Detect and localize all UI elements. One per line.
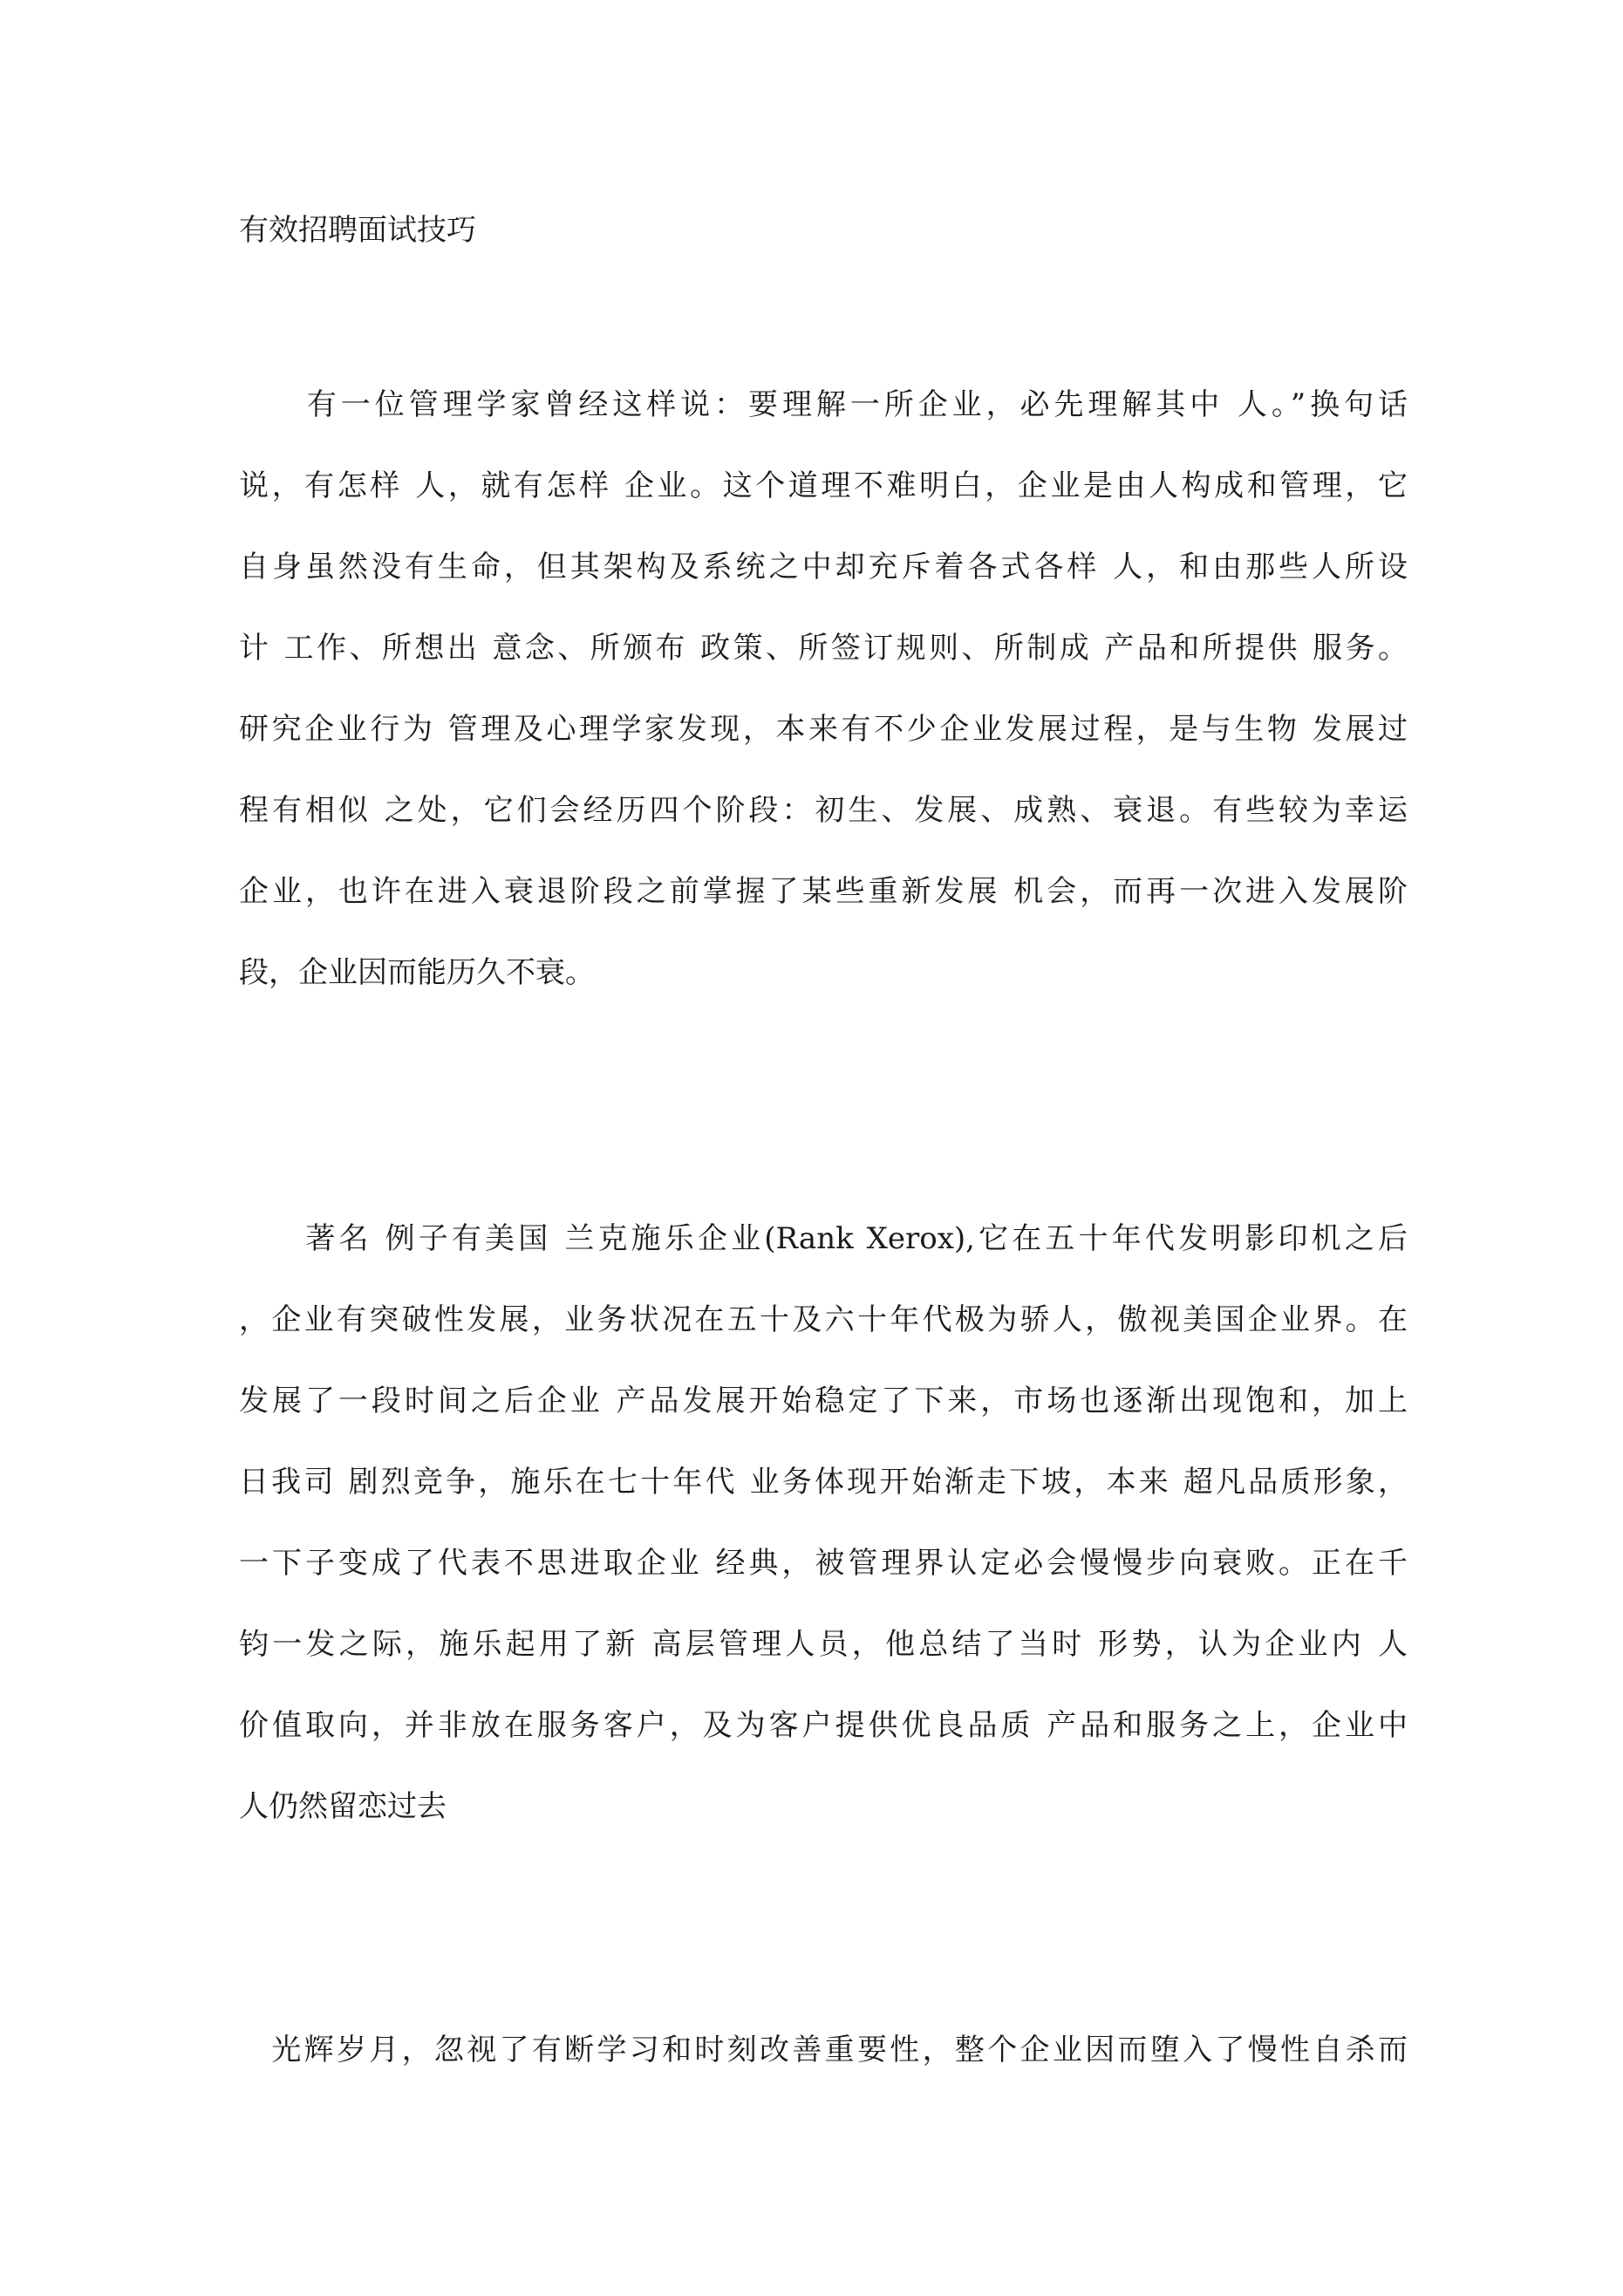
paragraph-line: 一下子变成了代表不思进取企业 经典，被管理界认定必会慢慢步向衰败。正在千 <box>239 1546 1408 1581</box>
paragraph-line: 企业，也许在进入衰退阶段之前掌握了某些重新发展 机会，而再一次进入发展阶 <box>239 874 1408 909</box>
paragraph-line: 段，企业因而能历久不衰。 <box>239 955 595 990</box>
paragraph-line: 人仍然留恋过去 <box>239 1789 447 1824</box>
paragraph-line: 光辉岁月，忽视了有断学习和时刻改善重要性，整个企业因而堕入了慢性自杀而 <box>239 2033 1408 2067</box>
document-title: 有效招聘面试技巧 <box>239 213 476 248</box>
paragraph-1 <box>239 365 1408 1014</box>
paragraph-3 <box>239 2010 1408 2091</box>
paragraph-line: 计 工作、所想出 意念、所颁布 政策、所签订规则、所制成 产品和所提供 服务。 <box>239 631 1408 666</box>
paragraph-line: 价值取向，并非放在服务客户，及为客户提供优良品质 产品和服务之上，企业中 <box>239 1708 1408 1743</box>
paragraph-line: 著名 例子有美国 兰克施乐企业(Rank Xerox),它在五十年代发明影印机之后 <box>239 1221 1408 1256</box>
paragraph-line: 自身虽然没有生命，但其架构及系统之中却充斥着各式各样 人，和由那些人所设 <box>239 550 1408 584</box>
paragraph-line: 说，有怎样 人，就有怎样 企业。这个道理不难明白，企业是由人构成和管理，它 <box>239 468 1408 503</box>
paragraph-line: 日我司 剧烈竞争，施乐在七十年代 业务体现开始渐走下坡，本来 超凡品质形象， <box>239 1465 1408 1500</box>
paragraph-line: 有一位管理学家曾经这样说：要理解一所企业，必先理解其中 人。”换句话 <box>239 387 1408 422</box>
paragraph-line: ，企业有突破性发展，业务状况在五十及六十年代极为骄人，傲视美国企业界。在 <box>239 1302 1408 1337</box>
paragraph-line: 研究企业行为 管理及心理学家发现，本来有不少企业发展过程，是与生物 发展过 <box>239 712 1408 747</box>
paragraph-line: 程有相似 之处，它们会经历四个阶段：初生、发展、成熟、衰退。有些较为幸运 <box>239 793 1408 828</box>
paragraph-line: 发展了一段时间之后企业 产品发展开始稳定了下来，市场也逐渐出现饱和，加上 <box>239 1384 1408 1418</box>
paragraph-2 <box>239 1199 1408 1848</box>
paragraph-line: 钧一发之际，施乐起用了新 高层管理人员，他总结了当时 形势，认为企业内 人 <box>239 1627 1408 1662</box>
